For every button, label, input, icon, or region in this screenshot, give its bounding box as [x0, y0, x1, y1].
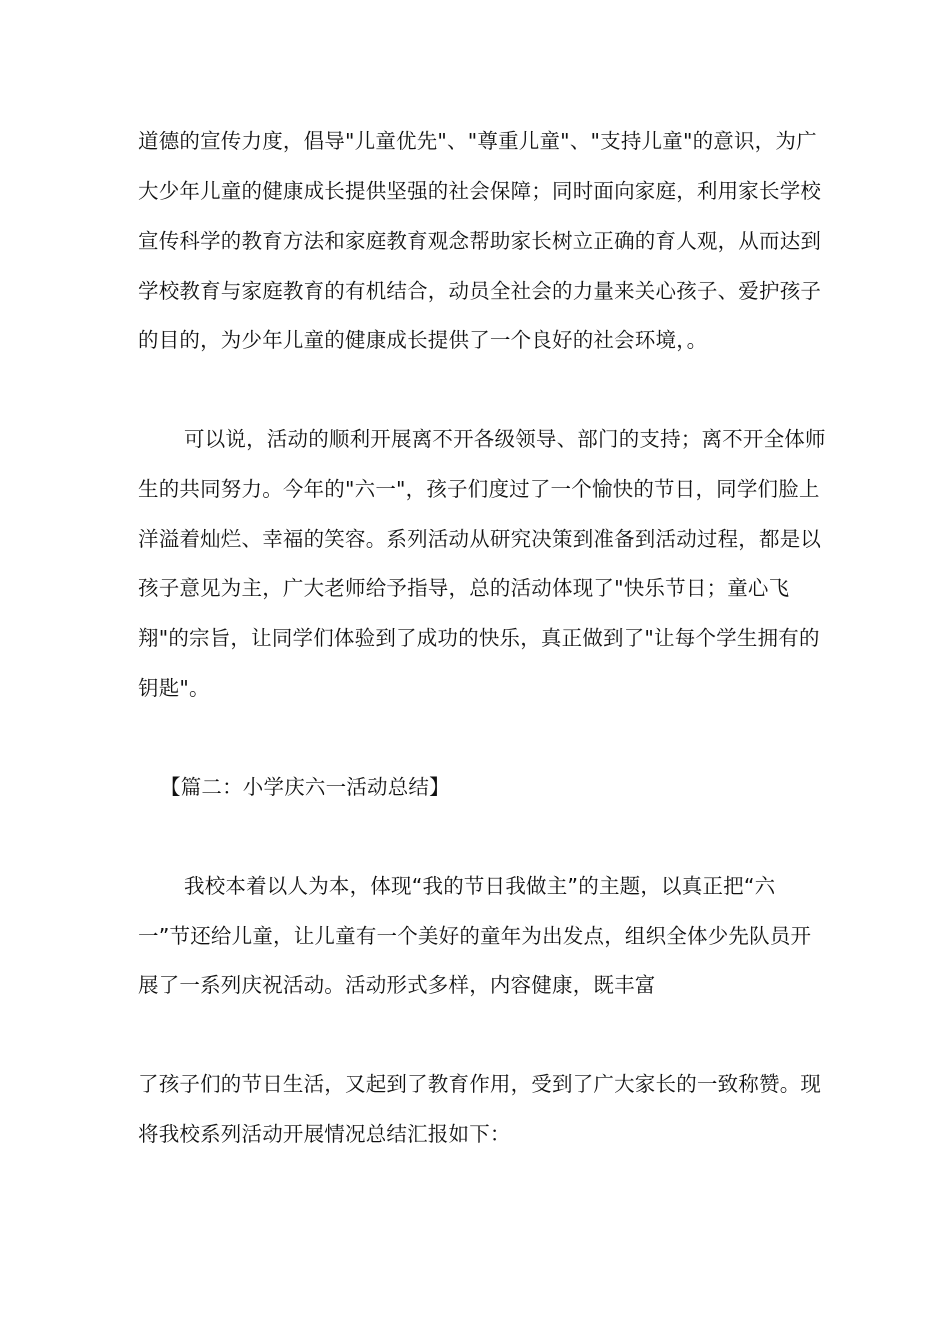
paragraph-2-line-3: 洋溢着灿烂、幸福的笑容。系列活动从研究决策到准备到活动过程，都是以: [138, 527, 822, 551]
paragraph-1-line-1: 道德的宣传力度，倡导"儿童优先"、"尊重儿童"、"支持儿童"的意识，为广: [138, 129, 817, 153]
paragraph-2-line-1: 可以说，活动的顺利开展离不开各级领导、部门的支持；离不开全体师: [184, 427, 826, 451]
paragraph-3-line-3: 展了一系列庆祝活动。活动形式多样，内容健康，既丰富: [138, 973, 656, 997]
paragraph-2-line-4: 孩子意见为主，广大老师给予指导，总的活动体现了"快乐节日；童心飞: [138, 576, 790, 600]
paragraph-1-line-2: 大少年儿童的健康成长提供坚强的社会保障；同时面向家庭，利用家长学校: [138, 179, 822, 203]
paragraph-2-line-5: 翔"的宗旨，让同学们体验到了成功的快乐，真正做到了"让每个学生拥有的: [138, 626, 820, 650]
paragraph-1-line-3: 宣传科学的教育方法和家庭教育观念帮助家长树立正确的育人观，从而达到: [138, 229, 822, 253]
paragraph-4-line-2: 将我校系列活动开展情况总结汇报如下：: [138, 1122, 511, 1146]
section-heading: 【篇二：小学庆六一活动总结】: [160, 775, 450, 799]
paragraph-1-line-5: 的目的，为少年儿童的健康成长提供了一个良好的社会环境，。: [138, 328, 708, 352]
paragraph-3-line-2: 一”节还给儿童，让儿童有一个美好的童年为出发点，组织全体少先队员开: [138, 924, 812, 948]
paragraph-2-line-6: 钥匙"。: [138, 676, 210, 700]
paragraph-3-line-1: 我校本着以人为本，体现“我的节日我做主”的主题，以真正把“六: [184, 874, 776, 898]
paragraph-4-line-1: 了孩子们的节日生活，又起到了教育作用，受到了广大家长的一致称赞。现: [138, 1072, 822, 1096]
paragraph-2-line-2: 生的共同努力。今年的"六一"，孩子们度过了一个愉快的节日，同学们脸上: [138, 477, 820, 501]
paragraph-1-line-4: 学校教育与家庭教育的有机结合，动员全社会的力量来关心孩子、爱护孩子: [138, 279, 822, 303]
